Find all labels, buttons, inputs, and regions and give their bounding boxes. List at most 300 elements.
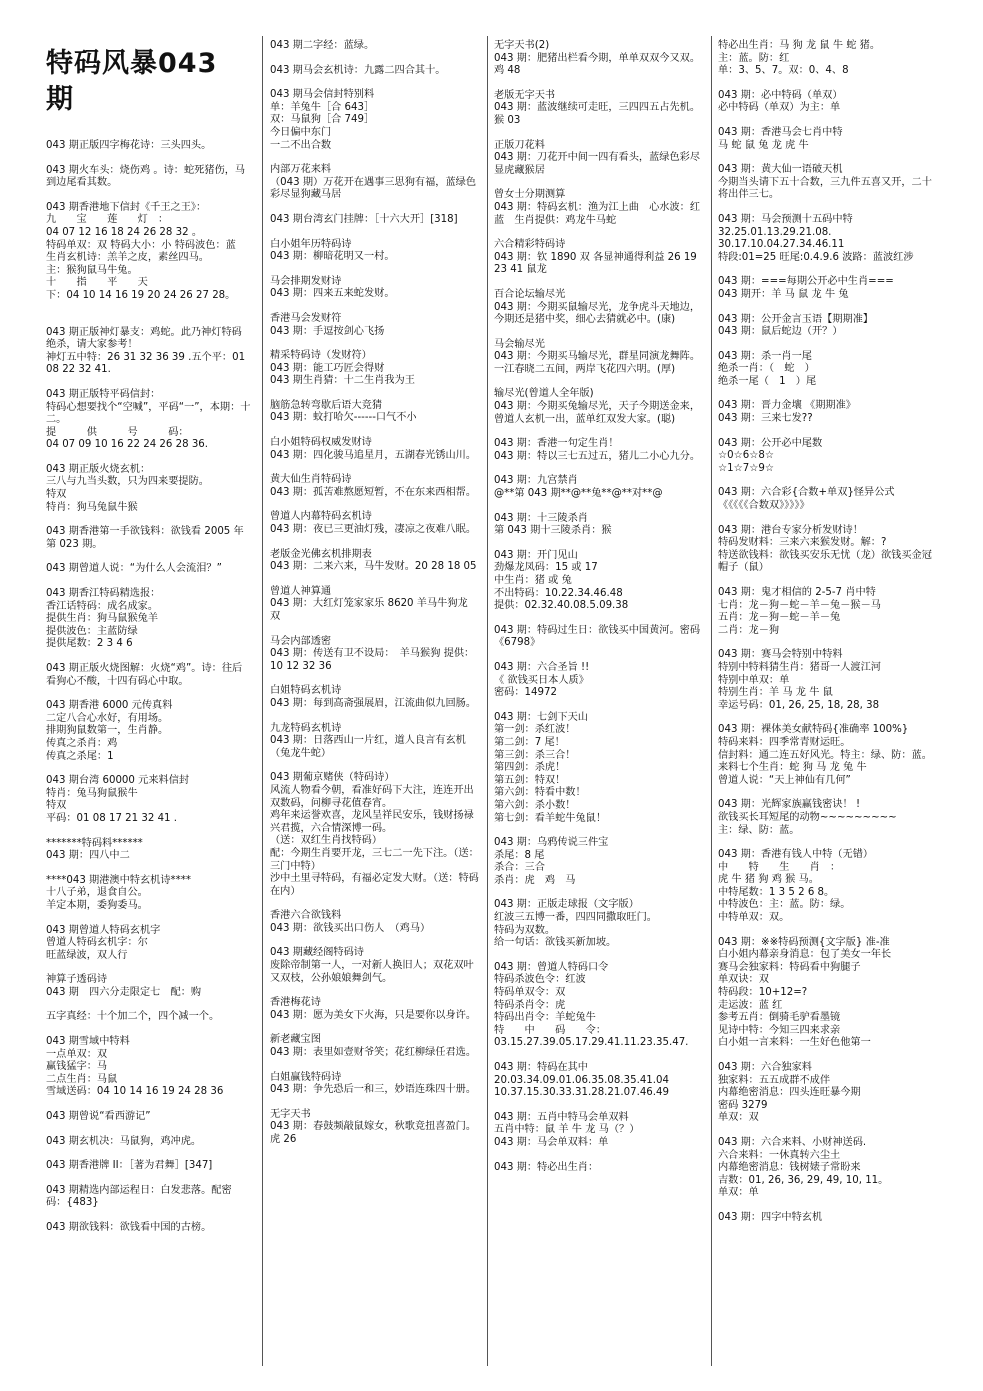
spacer [46,576,252,588]
text-line: 无字天书(2) [494,40,550,51]
column-4 [718,40,940,1225]
text-line: 30.17.10.04.27.34.46.11 [718,239,845,251]
text-line: 内幕绝密消息：四头连旺暴今期 [718,1087,861,1099]
spacer [494,227,704,239]
text-line: 白小姐一言来料：一生好色他第一 [718,1037,871,1049]
text-line: 043 期：正版走球报（文字版） [494,899,639,911]
spacer [494,177,704,189]
text-line: 043 期：七剑下天山 [494,711,588,723]
spacer [270,77,480,89]
text-line: 无字天书 [270,1108,311,1120]
spacer [270,1022,480,1034]
spacer [270,624,480,636]
text-line: 单双：双 [718,1112,759,1124]
text-line: 043 期：五肖中特马会单双料 [494,1111,629,1123]
spacer [494,950,704,962]
spacer [46,190,252,202]
text-line: 043 期：杀一肖一尾 [718,350,812,362]
text-line: *******特码料****** [46,837,143,849]
text-line: 白小姐内幕亲身消息：包了美女一年长 [718,949,892,961]
text-line: 043 期：六合独家料 [718,1062,812,1073]
text-line: 043 期香港第一手欲钱料：欲钱看 2005 年第 023 期。 [46,526,244,550]
text-line: 04 07 12 16 18 24 26 28 32 。 [46,226,203,238]
spacer [718,513,940,525]
text-line: 传真之杀肖：鸡 [46,737,118,749]
spacer [494,501,704,513]
text-line: 043 期：曾道人特码口令 [494,961,609,973]
text-line: 提供波色：主蓝防绿 [46,625,138,637]
text-line: 配：今期生肖要开龙，三七二一先下注。（送：三门中特） [270,847,479,872]
text-line: 043 期马会玄机诗：九露二四合其十。 [270,64,446,76]
text-line: 043 期正版神灯暴支：鸡蛇。此乃神灯特码绝杀，请大家参考！ [46,326,242,351]
text-line: 043 期：特以三七五过五，猪儿二小心九分。 [494,450,701,462]
text-line: 043 期：鬼才相信的 2-5-7 肖中特 [718,587,876,598]
text-line: 中 特 生 肖 ： [718,861,841,873]
text-line: 043 期：今期买鼠输尽光，龙争虎斗天地边，今期还是猪中奖，细心去猜就必中。(康) [494,301,701,326]
text-line: 鸡年来运誉欢喜，龙风呈祥民安乐，钱财扬禄兴君揽，六合情深博一码。 [270,810,474,834]
text-line: 第七剑：看羊蛇牛兔鼠！ [494,812,607,824]
text-line: 043 期香江特码精选报： [46,588,161,600]
text-line: 043 期香港 6000 元传真料 [46,700,173,712]
text-line: 走运波：蓝 红 [718,999,783,1011]
text-line: 第一剑：杀红波！ [494,724,576,736]
text-line: 六合精彩特码诗 [494,239,566,251]
text-line: 脑筋急转弯歇后语大竞猜 [270,399,383,411]
text-line: 神灯五中特：26 31 32 36 39 .五个平：01 08 22 32 41. [46,351,249,376]
text-line: 043 期雪域中特料 [46,1036,130,1048]
text-line: 独家料：五五成群不成伴 [718,1074,831,1086]
text-line: 32.25.01.13.29.21.08. [718,226,832,238]
text-line: 043 期：特必出生肖： [494,1161,599,1173]
spacer [270,152,480,164]
text-line: 043 期：争先恐后一和三，妙语连珠四十册。 [270,1084,477,1096]
spacer [494,825,704,837]
text-line: 043 期：六合来料、小财神送码. [718,1136,867,1148]
text-line: 043 期：香港一句定生肖！ [494,438,619,450]
text-line: 欲钱买长耳短尾的动物~~~~~~~~~ [718,811,897,823]
spacer [46,863,252,875]
text-line: 沙中土里寻特码，有福必定发大财。（送：特码在内） [270,873,479,897]
text-line: 043 期：愿为美女下火海，只是要你以身许。 [270,1009,477,1021]
text-line: 风流人物看今朝，看准好码下大注，连连开出双数码，问柳寻花值春宵。 [270,784,474,809]
text-line: 杀肖：虎 鸡 马 [494,874,576,886]
text-line: 提供：02.32.40.08.5.09.38 [494,600,629,612]
spacer [46,514,252,526]
text-line: 给一句话：欲钱买新加坡。 [494,937,617,949]
text-line: 第六剑：杀小数！ [494,799,576,811]
spacer [270,898,480,910]
text-line: 043 期正版火烧玄机： [46,463,151,475]
column-1-lines [46,128,252,1235]
text-line: 特双 [46,489,67,501]
text-line: 043 期：香港有钱人中特（无错） [718,849,874,861]
spacer [494,327,704,339]
text-line: 提供生肖：狗马鼠猴兔羊 [46,613,159,625]
spacer [718,475,940,487]
text-line: 043 期：表里如壹财爷笑；花红柳绿任君选。 [270,1047,477,1059]
text-line: 043 期马会信封特别料 [270,89,375,101]
spacer [718,202,940,214]
text-line: 043 期：二来六来，马牛发财。20 28 18 05 [270,561,477,573]
spacer [718,339,940,351]
text-line: 三八与九当头数，只为四来要提防。 [46,476,209,488]
text-line: 见诗中特：今知三四来求亲 [718,1024,841,1036]
text-line: 单：羊兔牛［合 643］ [270,101,375,113]
text-line: 043 期玄机决：马鼠狗，鸡冲虎。 [46,1135,202,1147]
column-2-lines [270,40,480,1147]
text-line: 劲爆龙凤码：15 或 17 [494,562,598,574]
spacer [494,426,704,438]
text-line: 043 期：黄大仙一语破天机 [718,164,843,176]
text-line: 杀尾：8 尾 [494,849,545,861]
text-line: 赛马会独家料：特码看中狗腿子 [718,961,861,973]
text-line: 特码杀肖令：虎 [494,999,566,1011]
text-line: 043 期：四八中二 [46,850,130,862]
text-line: 老版金光佛玄机排期表 [270,548,372,560]
text-line: 043 期：特码玄机：渔为江上曲 心水波：红蓝 生肖提供：鸡龙牛马蛇 [494,201,701,226]
text-line: 特码为双数。 [494,924,556,936]
text-line: 043 期：孤苦难熬愿短暂，不在东来西相帮。 [270,486,477,498]
column-3-lines [494,40,704,1174]
text-line: 杀合：三合 [494,862,545,874]
spacer [46,1210,252,1222]
spacer [494,277,704,289]
spacer [270,53,480,65]
text-line: 043 期开：羊 马 鼠 龙 牛 兔 [718,288,849,300]
text-line: 第 043 期十三陵杀肖：猴 [494,525,612,537]
text-line: 中特波色：主：蓝。防：绿。 [718,899,851,911]
text-line: 精采特码诗（发财符） [270,350,372,362]
text-line: 白姐特码玄机诗 [270,685,342,697]
text-line: 《 欲钱买日本人质》 [494,674,589,686]
text-line: 参考五肖：倒骑毛驴看墨镜 [718,1012,841,1024]
text-line: 马会内部透密 [270,635,332,647]
spacer [270,673,480,685]
spacer [270,227,480,239]
text-line: 马会排期发财诗 [270,275,342,287]
text-line: 043 期：赛马会特别中特料 [718,649,843,661]
spacer [46,688,252,700]
text-line: 特别生肖：羊 马 龙 牛 鼠 [718,687,833,699]
spacer [270,985,480,997]
text-line: 043 期：※※特码预测{文字版} 准-准 [718,936,890,948]
spacer [46,1024,252,1036]
text-line: 10.37.15.30.33.31.28.21.07.46.49 [494,1087,669,1099]
text-line: 香港六合欲钱料 [270,910,342,922]
text-line: 特码心想要找个“空喊”，平码“一”，本期：十二。 [46,401,251,426]
spacer [270,760,480,772]
spacer [270,1097,480,1109]
spacer [718,1200,940,1212]
text-line: 特码来料：四季常青财运旺。 [718,736,851,748]
text-line: 043 期 四六分走限定七 配：购 [46,986,202,998]
column-3 [494,40,704,1174]
spacer [718,787,940,799]
spacer [270,202,480,214]
text-line: 043 期：钦 1890 双 各显神通得利益 26 19 23 41 鼠龙 [494,251,701,276]
text-line: 五肖中特：鼠 羊 牛 龙 马（？） [494,1124,640,1136]
text-line: 第二剑：7 尾！ [494,736,565,748]
text-line: 马 蛇 鼠 兔 龙 虎 牛 [718,139,809,151]
text-line: 043 期：马会预测十五码中特 [718,213,853,225]
text-line: 曾道人神算通 [270,585,332,597]
text-line: 《《《《《合数双》》》》》 [718,500,810,512]
text-line: 九龙特码玄机诗 [270,722,342,734]
spacer [46,913,252,925]
text-line: 内幕绝密消息：钱树婊子常盼来 [718,1162,861,1174]
spacer [46,1124,252,1136]
spacer [718,1125,940,1137]
text-line: 043 期葡京赌侠（特码诗） [270,772,395,784]
text-line: 新老藏宝图 [270,1034,321,1046]
spacer [718,1050,940,1062]
spacer [494,613,704,625]
text-line: 排期狗鼠数第一，生肖静。 [46,725,169,737]
text-line: 吉数：01, 26, 36, 29, 49, 10, 11。 [718,1174,889,1186]
text-line: 043 期香港地下信封《千王之王》： [46,201,207,213]
text-line: 香港梅花诗 [270,997,321,1009]
text-line: 043 期：特码过生日：欲钱买中国黄河。密码《6798》 [494,624,701,649]
text-line: 043 期：三来七发?? [718,413,813,425]
text-line: ☆0☆6☆8☆ [718,450,774,462]
text-line: 043 期：公开必中尾数 [718,437,823,449]
spacer [270,711,480,723]
text-line: 虎 牛 猪 狗 鸡 猴 马。 [718,874,819,886]
text-line: 正版刀花料 [494,139,545,151]
text-line: 十 指 平 天 [46,277,148,289]
text-line: 第三剑：杀三合！ [494,749,576,761]
spacer [494,376,704,388]
text-line: 中特尾数：1 3 5 2 6 8。 [718,886,835,898]
spacer [270,462,480,474]
text-line: 特双 [46,800,67,812]
text-line: 20.03.34.09.01.06.35.08.35.41.04 [494,1074,669,1086]
text-line: ****043 期港澳中特玄机诗**** [46,874,191,886]
text-line: 043 期：刀花开中间一四有看头，蓝绿色彩尽显虎藏猴居 [494,152,701,176]
spacer [270,425,480,437]
page-title: 特码风暴043 期 [46,48,218,115]
text-line: 中生肖：猪 或 兔 [494,575,572,586]
text-line: 雪域送码：04 10 14 16 19 24 28 36 [46,1086,224,1098]
spacer [718,152,940,164]
text-line: 单双：单 [718,1187,759,1199]
spacer [46,315,252,327]
text-line: 主：猴狗鼠马牛兔。 [46,264,138,276]
text-line: 废除帝制第一人，一对新人换旧人；双花双叶又双枝，公孙娘娘舞剑气。 [270,960,474,984]
spacer [494,700,704,712]
spacer [270,1060,480,1072]
spacer [494,1050,704,1062]
text-line: 主：蓝。防：红 [718,52,790,64]
text-line: 043 期：传送有卫不设局： 羊马猴狗 提供：10 12 32 36 [270,648,475,672]
spacer [718,426,940,438]
spacer [270,301,480,313]
text-line: ☆1☆7☆9☆ [718,462,774,474]
text-line: 特 中 码 令： [494,1024,607,1036]
text-line: 043 期：光辉家族赢钱密诀！ ! [718,799,861,811]
column-divider [487,36,488,1366]
text-line: 043 期：今期买马输尽光，群星同演龙舞阵。一江春晓二五间，两岸飞花四六明。(厚) [494,351,701,375]
column-divider [262,36,263,1366]
text-line: 043 期：十三陵杀肖 [494,512,588,524]
text-line: 043 期：四字中特玄机 [718,1211,823,1223]
column-1 [46,42,252,1235]
text-line: 幸运号码：01, 26, 25, 18, 28, 38 [718,699,880,711]
text-line: 曾道人内幕特码玄机诗 [270,511,372,523]
text-line: 内部万花来料 [270,164,332,176]
text-line: 红波三五博一番，四四同撒取旺门。 [494,912,657,924]
text-line: 来料七个生肖：蛇 狗 马 龙 兔 牛 [718,762,867,774]
text-line: 密码：14972 [494,687,557,699]
spacer [46,153,252,165]
text-line: 九 宝 莲 灯 ： [46,214,169,226]
text-line: 一点单双：双 [46,1048,108,1060]
text-line: 特别中特料猜生肖：猪哥一人渡江河 [718,661,881,673]
text-line: 043 期：九宫禁肖 [494,475,578,487]
spacer [494,78,704,90]
text-line: 043 期：===每期公开必中生肖=== [718,276,894,288]
text-line: 043 期：手逗按剑心飞扬 [270,325,385,337]
spacer [46,826,252,838]
text-line: 二点生肖：马鼠 [46,1073,118,1085]
text-line: 043 期：晋力金壤 《期期准》 [718,400,856,412]
text-line: 主：绿、防：蓝。 [718,824,800,836]
spacer [46,651,252,663]
spacer [46,303,252,315]
spacer [718,115,940,127]
text-line: 043 期：必中特码（单双） [718,89,843,101]
text-line: 五肖：龙－狗－蛇－羊－兔 [718,612,841,624]
text-line: 043 期：开门见山 [494,549,578,561]
spacer [46,377,252,389]
text-line: 043 期：肥猪出栏看今期，单单双双今又双。鸡 48 [494,52,701,77]
text-line: 一二不出合数 [270,139,332,151]
spacer [494,538,704,550]
text-line: 043 期：蓝波继续可走旺，三四四五占先机。猴 03 [494,102,701,126]
text-line: 043 期正版四字梅花诗：三头四头。 [46,140,212,151]
text-line: 二定八合心水好，有用场。 [46,712,169,724]
text-line: 043 期：夜已三更油灯残，凄凉之夜难八眠。 [270,524,477,536]
text-line: 043 期曾道人说：“为什么人会流泪？” [46,563,222,575]
text-line: 羊定本期，委狗委马。 [46,899,148,911]
text-line: 043 期：欲钱买出口伤人 （鸡马） [270,922,431,934]
text-line: 五字真经：十个加二个，四个减一个。 [46,1011,220,1023]
text-line: 神算子透码诗 [46,974,108,986]
text-line: 043 期：春鼓频敲鼠嫁女，秋歌竞扭喜盈门。 虎 26 [270,1121,482,1145]
text-line: 特肖：兔马狗鼠猴牛 [46,787,138,799]
text-line: 双：马鼠狗［合 749］ [270,114,375,126]
text-line: 特别中单双：单 [718,674,790,686]
text-line: 043 期正版特平码信封： [46,388,161,400]
text-line: 043 期：马会单双料：单 [494,1136,609,1148]
text-line: 必中特码（单双）为主：单 [718,102,841,114]
text-line: 平码：01 08 17 21 32 41 . [46,812,178,824]
text-line: 下：04 10 14 16 19 20 24 26 27 28。 [46,289,236,301]
text-line: 输尽光(曾道人全年版) [494,388,594,400]
spacer [46,128,252,140]
text-line: 白小姐年历特码诗 [270,238,352,250]
text-line: 043 期：香港马会七肖中特 [718,126,843,138]
spacer [718,575,940,587]
text-line: 043 期香港牌 II：［著为君舞］[347] [46,1160,213,1172]
text-line: 043 期曾说“看西游记” [46,1111,151,1123]
text-line: 传真之杀尾：1 [46,750,114,762]
spacer [46,551,252,563]
text-line: 曾道人特码玄机字：尔 [46,937,148,949]
text-line: 043 期：公开金言玉语【期期准】 [718,313,874,325]
text-line: 提 供 号 码： [46,426,189,438]
text-line: 中特单双：双。 [718,912,790,924]
text-line: 043 期：鼠后蛇边（开？） [718,326,843,338]
text-line: 不出特码：10.22.34.46.48 [494,587,623,599]
text-line: （043 期）万花开在遇事三思狗有福，蓝绿色彩尽显狗藏马居 [270,176,477,201]
text-line: 043 期：六合彩{合数+单双}怪异公式 [718,487,895,499]
text-line: 特码段：10+12=? [718,987,808,999]
spacer [46,999,252,1011]
text-line: 特肖：狗马兔鼠牛猴 [46,501,138,513]
text-line: 第四剑：杀虎！ [494,762,566,774]
text-line: 特码杀波色令：红波 [494,974,586,986]
text-line: 单双诀：双 [718,974,769,986]
text-line: 043 期：能工巧匠会得财 [270,362,385,374]
text-line: 绝杀一尾（ 1 ）尾 [718,375,817,387]
text-line: 特段:01=25 旺尾:0.4.9.6 波路：蓝波红涉 [718,251,914,263]
text-line: 黄大仙生肖特码诗 [270,474,352,486]
spacer [270,388,480,400]
text-line: 043 期：蚊打哈欠------口气不小 [270,412,417,424]
text-line: 特码单双：双 特码大小：小 特码波色：蓝 [46,239,236,251]
text-line: 043 期：四来五来蛇发财。 [270,288,395,300]
text-line: 绝杀一肖：（ 蛇 ） [718,363,815,375]
text-line: 旺蓝绿波，双人行 [46,949,128,961]
spacer [270,574,480,586]
spacer [46,1173,252,1185]
text-line: 04 07 09 10 16 22 24 26 28 36. [46,439,209,451]
text-line: 043 期台湾 60000 元来料信封 [46,775,190,787]
text-line: 香港马会发财符 [270,312,342,324]
spacer [718,837,940,849]
text-line: 二肖：龙－狗 [718,624,780,636]
text-line: 信封料：通二连五好风光。特主：绿、防：蓝。 [718,749,932,761]
text-line: 043 期：港台专家分析发财诗！ [718,524,863,536]
text-line: 043 期曾道人特码玄机字 [46,924,161,936]
text-line: 今日偏中东门 [270,126,332,138]
text-line: 百合论坛输尽光 [494,288,566,300]
text-line: 特码出肖令：羊蛇兔牛 [494,1012,596,1024]
spacer [270,537,480,549]
text-line: 第六剑：特看中数！ [494,787,586,799]
text-line: 曾道人说：“天上神仙有几何” [718,774,851,786]
text-line: 特必出生肖：马 狗 龙 鼠 牛 蛇 猪。 [718,40,881,51]
text-line: 特码发财料：三来六来猴发财。解：? [718,537,887,549]
spacer [270,499,480,511]
text-line: 特送欲钱料：欲钱买安乐无忧（龙）欲钱买金冠帽子（鼠） [718,549,932,574]
text-line: 香江话特码：成名成家。 [46,600,159,612]
spacer [46,962,252,974]
text-line: 043 期：大红灯笼家家乐 8620 羊马牛狗龙 双 [270,598,471,622]
column-4-lines [718,40,940,1225]
spacer [718,712,940,724]
text-line: 043 期：乌鸦传说三件宝 [494,837,609,849]
text-line: 单：3、5、7。双：0、4、8 [718,65,849,77]
spacer [270,338,480,350]
text-line: 043 期二字经：蓝绿。 [270,40,375,51]
spacer [494,1150,704,1162]
text-line: 043 期欲钱料：欲钱看中国的古榜。 [46,1222,212,1233]
text-line: （送：双红生肖找特码） [270,835,383,847]
text-line: 043 期生肖猜：十二生肖我为王 [270,375,415,387]
spacer [718,925,940,937]
